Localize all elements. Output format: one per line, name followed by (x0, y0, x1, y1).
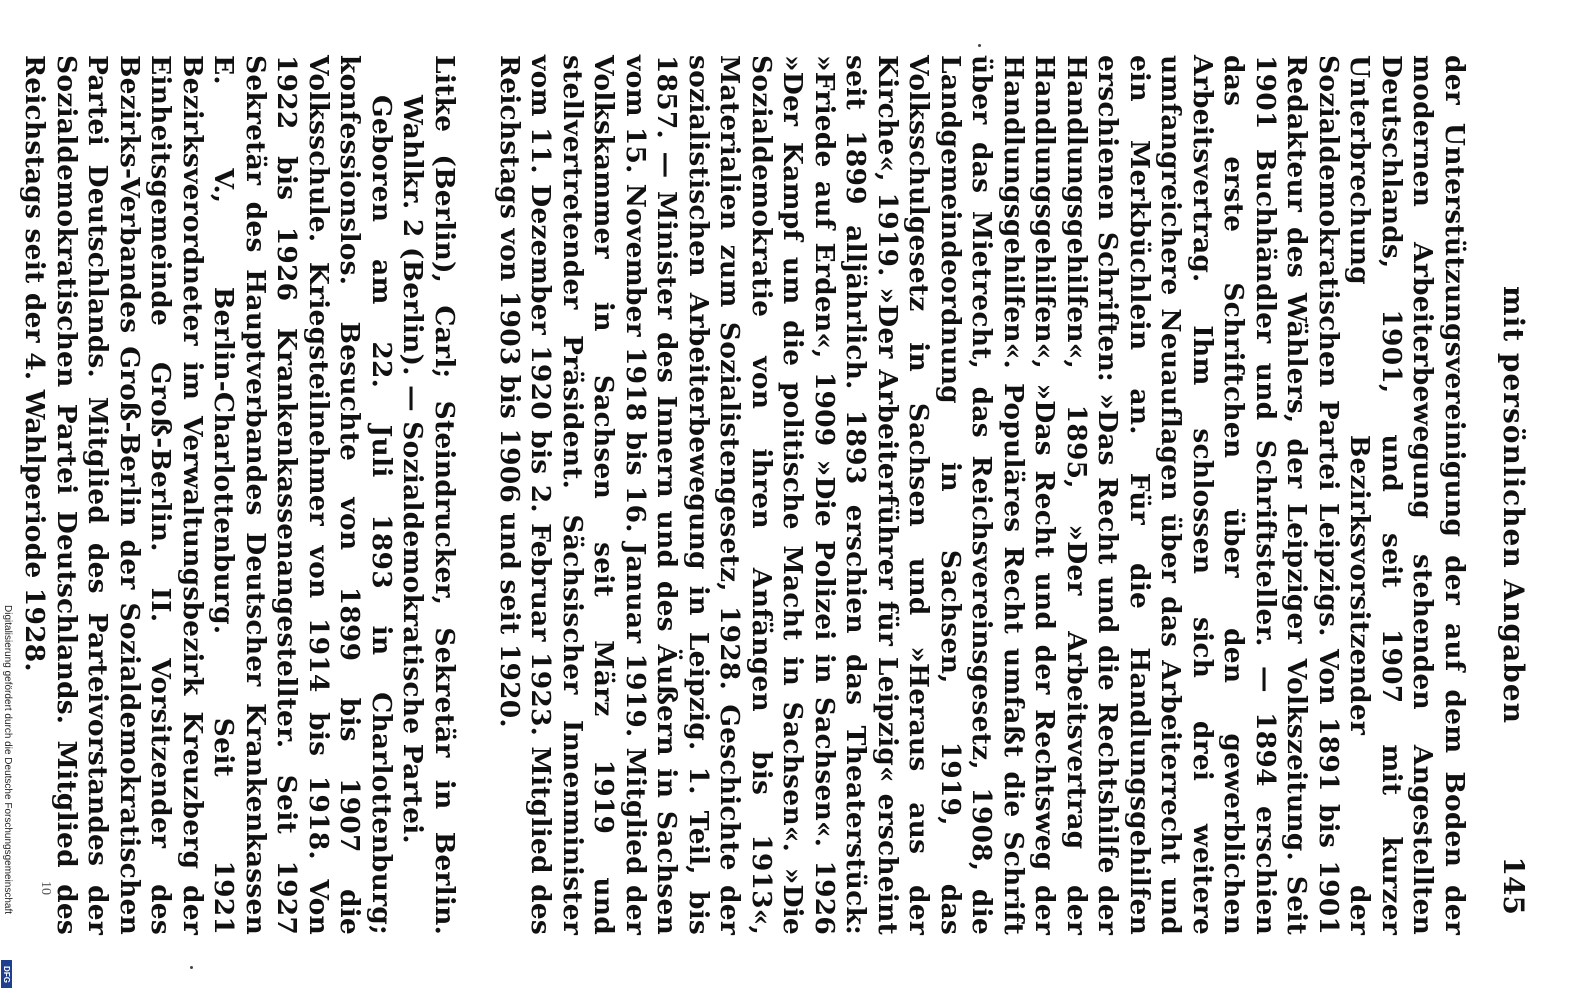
biography-continuation (494, 55, 1471, 935)
dfg-logo-text: DFG (2, 965, 12, 983)
page-number: 145 (1497, 856, 1530, 915)
scan-speck (978, 44, 981, 47)
scan-speck (190, 966, 193, 969)
running-head: mit persönlichen Angaben (1497, 285, 1530, 725)
page-header (1490, 55, 1530, 955)
biography-entry-litke (19, 55, 460, 935)
scan-mark: 10 (38, 881, 53, 895)
dfg-logo (1, 960, 12, 988)
entry-body: Geboren am 22. Juli 1893 in Charlottenburg; konfessionslos. Besuchte von 1899 bis 1907 die Volksschule. Kriegsteilnehmer von 1914 bis 1918. Von 1922 bis 1926 Krankenkassenangestellter. Seit 1927 Sekretär des Hauptverbandes Deutscher Krankenkassen E. V., Berlin-Charlottenburg. Seit 1921 Bezirksverordneter im Verwaltungsbezirk Kreuzberg der Einheitsgemeinde Groß-Berlin. II. Vorsitzender des Bezirks-Verbandes Groß-Berlin der Sozialdemokratischen Partei Deutschlands. Mitglied des Parteivorstandes der Sozialdemokratischen Partei Deutschlands. Mitglied des Reichstags seit der 4. Wahlperiode 1928. (19, 55, 397, 935)
biography-continuation-text: der Unterstützungsvereinigung der auf dem Boden der modernen Arbeiterbewegung stehenden Angestellten Deutschlands, 1901, und seit 1907 mit kurzer Unterbrechung Bezirksvorsitzender der Sozialdemokratischen Partei Leipzigs. Von 1891 bis 1901 Redakteur des Wählers, der Leipziger Volkszeitung. Seit 1901 Buchhändler und Schriftsteller. — 1894 erschien das erste Schriftchen über den gewerblichen Arbeitsvertrag. Ihm schlossen sich drei weitere umfangreichere Neuauflagen über das Arbeiterrecht und ein Merkbüchlein an. Für die Handlungsgehilfen erschienen Schriften: »Das Recht und die Rechtshilfe der Handlungsgehilfen«, 1895, »Der Arbeitsvertrag der Handlungsgehilfen«, »Das Recht und der Rechtsweg der Handlungsgehilfen«. Populäres Recht umfaßt die Schrift über das Mietrecht, das Reichsvereinsgesetz, 1908, die Landgemeindeordnung in Sachsen, 1919, das Volksschulgesetz in Sachsen und »Heraus aus der Kirche«, 1919. »Der Arbeiterführer für Leipzig« erscheint seit 1899 alljährlich. 1893 erschien das Theaterstück: »Friede auf Erden«, 1909 »Die Polizei in Sachsen«. 1926 »Der Kampf um die politische Macht in Sachsen«. »Die Sozialdemokratie von ihren Anfängen bis 1913«, Materialien zum Sozialistengesetz, 1928. Geschichte der sozialistischen Arbeiterbewegung in Leipzig. 1. Teil, bis 1857. — Minister des Innern und des Äußern in Sachsen vom 15. November 1918 bis 16. Januar 1919. Mitglied der Volkskammer in Sachsen seit März 1919 und stellvertretender Präsident. Sächsischer Innenminister vom 11. Dezember 1920 bis 2. Februar 1923. Mitglied des Reichstags von 1903 bis 1906 und seit 1920. (494, 55, 1470, 935)
funding-note-text: Digitalisierung gefördert durch die Deutsche Forschungsgemeinschaft (2, 605, 13, 915)
entry-heading: Litke (Berlin), Carl; Steindrucker, Sekretär in Berlin. Wahlkr. 2 (Berlin). — Sozialdemokratische Partei. (397, 55, 460, 935)
funding-note (2, 605, 14, 995)
